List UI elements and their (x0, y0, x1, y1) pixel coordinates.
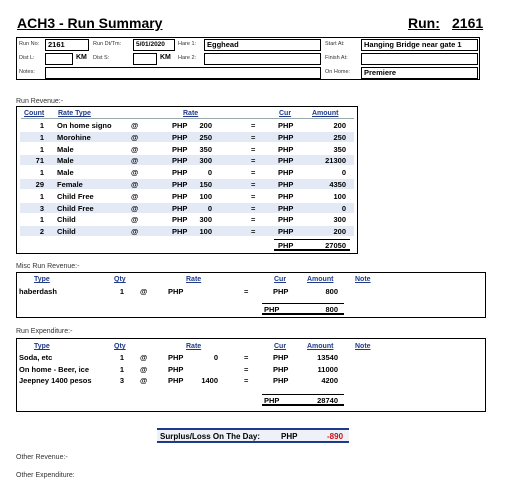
revenue-type-cell: Male (57, 156, 74, 166)
revenue-eq-cell: = (251, 144, 256, 154)
revenue-col-amount: Amount (312, 110, 339, 117)
exp-total: 28740 (317, 396, 338, 405)
hare1-label: Hare 1: (178, 41, 197, 47)
revenue-col-rate-type: Rate Type (58, 110, 91, 117)
surplus-cur: PHP (281, 432, 298, 441)
revenue-count-cell: 2 (39, 227, 44, 237)
finish-field[interactable] (361, 53, 478, 65)
revenue-count-cell: 71 (35, 156, 44, 166)
revenue-at-cell: @ (131, 191, 139, 201)
revenue-type-cell: Male (57, 168, 74, 178)
revenue-at-cell: @ (131, 132, 139, 142)
revenue-eq-cell: = (251, 156, 256, 166)
revenue-cur1-cell: PHP (172, 215, 188, 225)
revenue-section-label: Run Revenue:- (16, 98, 64, 105)
run-label: Run: (408, 15, 440, 31)
revenue-at-cell: @ (131, 121, 139, 130)
revenue-cur1-cell: PHP (172, 227, 188, 237)
revenue-cur1-cell: PHP (172, 191, 188, 201)
exp-type-cell: On home - Beer, ice (19, 364, 90, 374)
revenue-eq-cell: = (251, 121, 256, 130)
run-number: 2161 (452, 15, 484, 31)
exp-at-cell: @ (140, 364, 148, 374)
revenue-eq-cell: = (251, 215, 256, 225)
exp-total-cur: PHP (264, 396, 280, 405)
revenue-at-cell: @ (131, 203, 139, 213)
expenditure-section-label: Run Expenditure:- (16, 328, 73, 335)
revenue-cur-cell: PHP (278, 215, 294, 225)
exp-type-cell: Jeepney 1400 pesos (19, 376, 92, 385)
revenue-total: 27050 (325, 241, 346, 250)
exp-amount-cell: 11000 (317, 364, 338, 374)
revenue-cur-cell: PHP (278, 191, 294, 201)
revenue-cur1-cell: PHP (172, 180, 188, 189)
revenue-cur-cell: PHP (278, 156, 294, 166)
exp-eq-cell: = (244, 364, 249, 374)
revenue-rate-cell: 300 (199, 156, 212, 166)
misc-col-note: Note (355, 276, 371, 283)
revenue-col-count: Count (24, 110, 45, 117)
exp-col-rate: Rate (186, 343, 202, 350)
misc-amount-cell: 800 (325, 287, 338, 296)
revenue-count-cell: 1 (39, 215, 44, 225)
exp-at-cell: @ (140, 376, 148, 385)
exp-at-cell: @ (140, 353, 148, 362)
revenue-at-cell: @ (131, 215, 139, 225)
misc-eq-cell: = (244, 287, 249, 296)
misc-col-cur: Cur (274, 276, 287, 283)
revenue-type-cell: Child (57, 215, 76, 225)
revenue-amount-cell: 21300 (325, 156, 346, 166)
revenue-cur-cell: PHP (278, 227, 294, 237)
dist-l-field[interactable] (45, 53, 73, 65)
exp-type-cell: Soda, etc (19, 353, 53, 362)
revenue-type-cell: Female (57, 180, 83, 189)
revenue-type-cell: On home signo (57, 121, 112, 130)
revenue-cur1-cell: PHP (172, 144, 188, 154)
exp-amount-cell: 13540 (317, 353, 338, 362)
revenue-count-cell: 1 (39, 168, 44, 178)
exp-rate-cell: 1400 (201, 376, 218, 385)
finish-label: Finish At: (325, 55, 348, 61)
dist-l-label: Dist L: (19, 55, 35, 61)
revenue-type-cell: Child Free (57, 191, 94, 201)
revenue-amount-cell: 250 (333, 132, 346, 142)
revenue-amount-cell: 0 (341, 203, 346, 213)
revenue-amount-cell: 200 (333, 227, 346, 237)
revenue-amount-cell: 0 (341, 168, 346, 178)
exp-amount-cell: 4200 (321, 376, 338, 385)
revenue-cur1-cell: PHP (172, 156, 188, 166)
dist-s-label: Dist S: (93, 55, 110, 61)
start-field[interactable]: Hanging Bridge near gate 1 (361, 39, 478, 51)
expenditure-table (16, 338, 486, 412)
revenue-cur-cell: PHP (278, 132, 294, 142)
surplus-bar (157, 428, 349, 443)
revenue-cur1-cell: PHP (172, 203, 188, 213)
exp-cur-cell: PHP (273, 364, 289, 374)
misc-col-rate: Rate (186, 276, 202, 283)
revenue-count-cell: 1 (39, 132, 44, 142)
run-no-field[interactable]: 2161 (45, 39, 89, 51)
revenue-amount-cell: 100 (333, 191, 346, 201)
revenue-type-cell: Child (57, 227, 76, 237)
exp-col-type: Type (34, 343, 50, 350)
notes-label: Notes: (19, 69, 35, 75)
revenue-rate-cell: 0 (207, 203, 212, 213)
revenue-rate-cell: 150 (199, 180, 212, 189)
revenue-amount-cell: 350 (333, 144, 346, 154)
hare2-field[interactable] (204, 53, 321, 65)
misc-total: 800 (325, 305, 338, 314)
misc-cur-cell: PHP (273, 287, 289, 296)
misc-col-qty: Qty (114, 276, 126, 283)
dist-s-field[interactable] (133, 53, 157, 65)
other-revenue-label: Other Revenue:- (16, 454, 68, 461)
revenue-count-cell: 29 (35, 180, 44, 189)
start-label: Start At: (325, 41, 345, 47)
misc-cur1-cell: PHP (168, 287, 184, 296)
dist-s-unit: KM (160, 54, 171, 61)
revenue-cur1-cell: PHP (172, 121, 188, 130)
revenue-rate-cell: 300 (199, 215, 212, 225)
misc-section-label: Misc Run Revenue:- (16, 263, 80, 270)
surplus-value: -890 (327, 432, 344, 441)
revenue-count-cell: 1 (39, 191, 44, 201)
revenue-col-cur: Cur (279, 110, 292, 117)
exp-cur1-cell: PHP (168, 376, 184, 385)
revenue-at-cell: @ (131, 144, 139, 154)
revenue-cur-cell: PHP (278, 144, 294, 154)
exp-cur1-cell: PHP (168, 364, 184, 374)
misc-qty-cell: 1 (119, 287, 124, 296)
surplus-label: Surplus/Loss On The Day: (160, 432, 261, 441)
exp-rate-cell: 0 (213, 353, 218, 362)
revenue-rate-cell: 0 (207, 168, 212, 178)
revenue-rate-cell: 350 (199, 144, 212, 154)
onhome-field[interactable]: Premiere (361, 67, 478, 79)
exp-cur-cell: PHP (273, 353, 289, 362)
revenue-col-rate: Rate (183, 110, 199, 117)
exp-cur1-cell: PHP (168, 353, 184, 362)
exp-col-qty: Qty (114, 343, 126, 350)
hare1-field[interactable]: Egghead (204, 39, 321, 51)
exp-eq-cell: = (244, 376, 249, 385)
misc-type-cell: haberdash (19, 287, 57, 296)
run-dt-field[interactable]: 5/01/2020 (133, 39, 175, 51)
exp-qty-cell: 3 (119, 376, 124, 385)
revenue-type-cell: Morohine (57, 132, 91, 142)
revenue-amount-cell: 4350 (329, 180, 346, 189)
revenue-type-cell: Male (57, 144, 74, 154)
revenue-amount-cell: 200 (333, 121, 346, 130)
exp-eq-cell: = (244, 353, 249, 362)
misc-col-type: Type (34, 276, 50, 283)
revenue-at-cell: @ (131, 180, 139, 189)
revenue-amount-cell: 300 (333, 215, 346, 225)
onhome-label: On Home: (325, 69, 351, 75)
exp-qty-cell: 1 (119, 364, 124, 374)
revenue-at-cell: @ (131, 156, 139, 166)
revenue-rate-cell: 200 (199, 121, 212, 130)
misc-total-cur: PHP (264, 305, 280, 314)
hare2-label: Hare 2: (178, 55, 197, 61)
revenue-eq-cell: = (251, 132, 256, 142)
page-title: ACH3 - Run Summary (17, 15, 163, 31)
revenue-cur-cell: PHP (278, 121, 294, 130)
revenue-cur-cell: PHP (278, 180, 294, 189)
run-no-label: Run No: (19, 41, 40, 47)
misc-at-cell: @ (140, 287, 148, 296)
other-expenditure-label: Other Expenditure: (16, 472, 75, 479)
misc-table (16, 272, 486, 318)
revenue-cur1-cell: PHP (172, 168, 188, 178)
revenue-total-cur: PHP (278, 241, 294, 250)
revenue-eq-cell: = (251, 191, 256, 201)
notes-field[interactable] (45, 67, 321, 79)
revenue-cur1-cell: PHP (172, 132, 188, 142)
revenue-count-cell: 3 (39, 203, 44, 213)
revenue-rate-cell: 100 (199, 191, 212, 201)
revenue-type-cell: Child Free (57, 203, 94, 213)
exp-col-note: Note (355, 343, 371, 350)
revenue-cur-cell: PHP (278, 168, 294, 178)
revenue-eq-cell: = (251, 168, 256, 178)
revenue-eq-cell: = (251, 203, 256, 213)
exp-qty-cell: 1 (119, 353, 124, 362)
revenue-eq-cell: = (251, 227, 256, 237)
misc-col-amount: Amount (307, 276, 334, 283)
revenue-rate-cell: 100 (199, 227, 212, 237)
exp-col-amount: Amount (307, 343, 334, 350)
run-dt-label: Run Dt/Tm: (93, 41, 122, 47)
revenue-count-cell: 1 (39, 121, 44, 130)
dist-l-unit: KM (76, 54, 87, 61)
revenue-at-cell: @ (131, 227, 139, 237)
exp-col-cur: Cur (274, 343, 287, 350)
revenue-at-cell: @ (131, 168, 139, 178)
revenue-cur-cell: PHP (278, 203, 294, 213)
revenue-rate-cell: 250 (199, 132, 212, 142)
exp-cur-cell: PHP (273, 376, 289, 385)
revenue-count-cell: 1 (39, 144, 44, 154)
revenue-eq-cell: = (251, 180, 256, 189)
